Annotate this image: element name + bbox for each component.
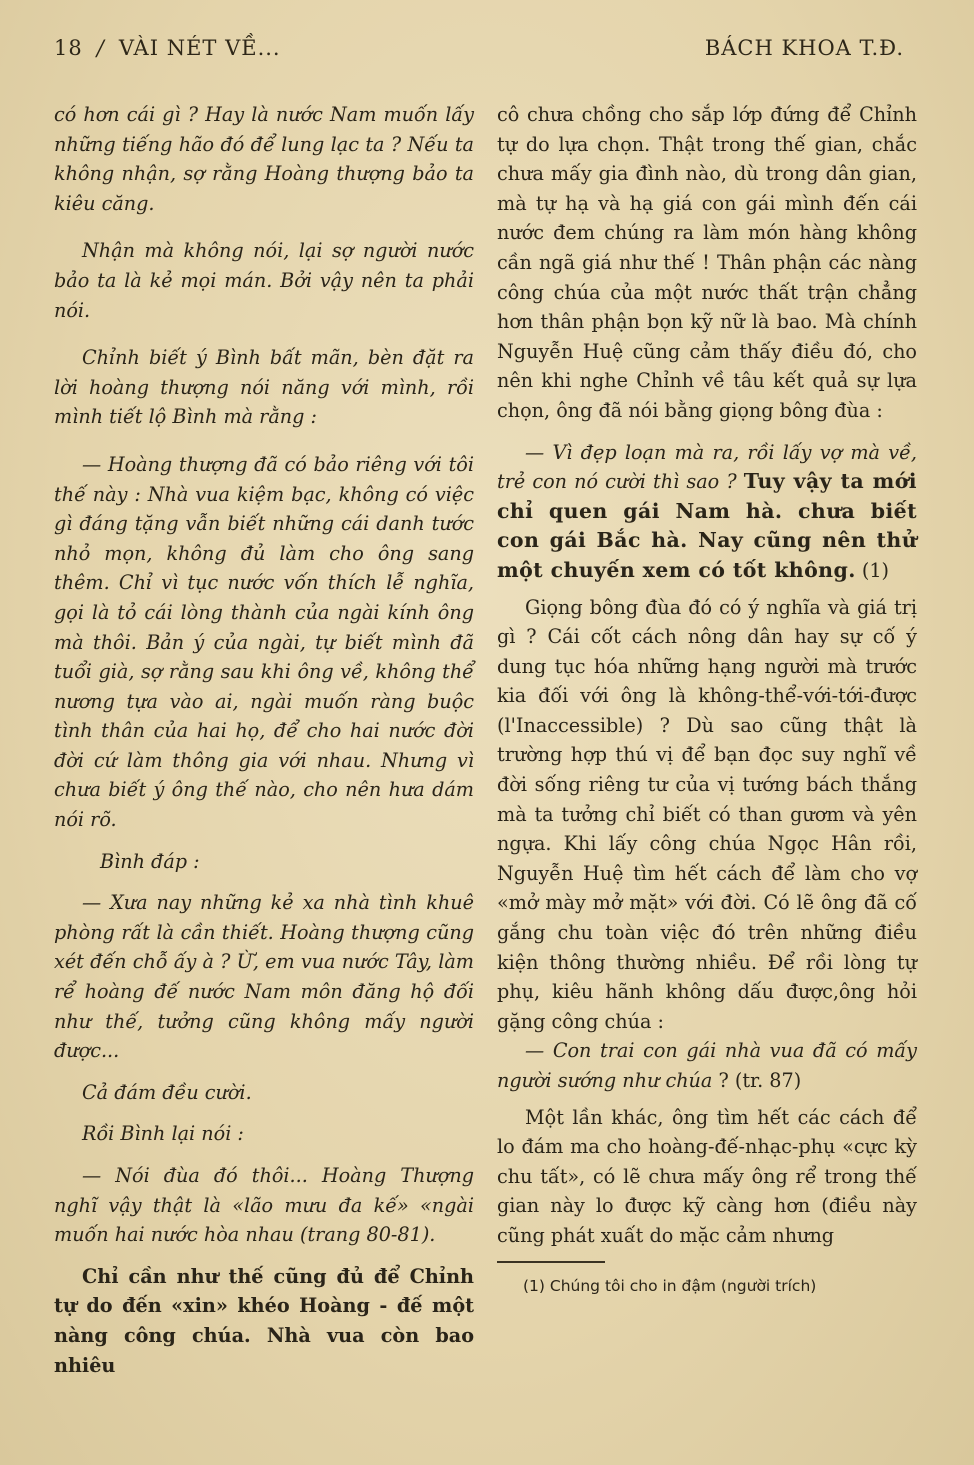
footnote-divider bbox=[497, 1261, 605, 1263]
paragraph: Chỉ cần như thế cũng đủ để Chỉnh tự do đến «xin» khéo Hoàng - đế một nàng công chúa. Nhà vua còn bao nhiêu bbox=[54, 1264, 474, 1377]
page-number: 18 bbox=[54, 36, 83, 60]
section-title: VÀI NÉT VỀ... bbox=[118, 36, 281, 60]
paragraph: Nhận mà không nói, lại sợ người nước bảo ta là kẻ mọi mán. Bởi vậy nên ta phải nói. bbox=[54, 239, 474, 322]
footnote-marker: (1) bbox=[861, 558, 890, 582]
quote-italic: — Vì đẹp loạn mà ra, rồi lấy vợ mà về, trẻ con nó cười thì sao ? bbox=[497, 440, 917, 494]
publication-name: BÁCH KHOA T.Đ. bbox=[704, 36, 904, 60]
quote-italic: — Con trai con gái nhà vua đã có mấy người sướng như chúa bbox=[497, 1039, 917, 1092]
paragraph: Rồi Bình lại nói : bbox=[82, 1122, 244, 1146]
page-reference: ? (tr. 87) bbox=[718, 1069, 802, 1092]
dialogue-paragraph: — Hoàng thượng đã có bảo riêng với tôi thế này : Nhà vua kiệm bạc, không có việc gì đáng tặng vẫn biết những cái danh tước nhỏ mọn, không đủ làm cho ông sang thêm. Chỉ vì tục nước vốn thích lễ nghĩa, gọi là tỏ cái lòng thành của ngài kính ông mà thôi. Bản ý của ngài, tự biết mình đã tuổi già, sợ rằng sau khi ông về, không thể nương tựa vào ai, ngài muốn ràng buộc tình thân của hai họ, để cho hai nước đời đời cứ làm thông gia với nhau. Nhưng vì chưa biết ý ông thế nào, cho nên hưa dám nói rõ. bbox=[54, 452, 474, 832]
page-header bbox=[54, 36, 904, 70]
header-separator: / bbox=[96, 36, 105, 60]
right-column bbox=[497, 100, 917, 1297]
paragraph: Một lần khác, ông tìm hết các cách để lo đám ma cho hoàng-đế-nhạc-phụ «cực kỳ chu tất», có lẽ chưa mấy ông rể trong thế gian này lo được kỹ càng hơn (điều này cũng phát xuất do mặc cảm nhưng bbox=[497, 1105, 917, 1247]
quote-bold: Tuy vậy ta mới chỉ quen gái Nam hà. chưa biết con gái Bắc hà. Nay cũng nên thử một chuyến xem có tốt không. bbox=[497, 469, 917, 582]
paragraph: Cả đám đều cười. bbox=[82, 1080, 252, 1104]
dialogue-paragraph: — Nói đùa đó thôi... Hoàng Thượng nghĩ vậy thật là «lão mưu đa kế» «ngài muốn hai nước hòa nhau (trang 80-81). bbox=[54, 1164, 474, 1247]
quote-paragraph bbox=[497, 1036, 917, 1095]
header-left bbox=[54, 36, 281, 60]
paragraph: cô chưa chồng cho sắp lớp đứng để Chỉnh tự do lựa chọn. Thật trong thế gian, chắc chưa mấy gia đình nào, dù trong dân gian, mà tự hạ và hạ giá con gái mình đến cái nước đem chúng ra làm món hàng không cần ngã giá như thế ! Thân phận các nàng công chúa của một nước thất trận chẳng hơn thân phận bọn kỹ nữ là bao. Mà chính Nguyễn Huệ cũng cảm thấy điều đó, cho nên khi nghe Chỉnh về tâu kết quả sự lựa chọn, ông đã nói bằng giọng bông đùa : bbox=[497, 103, 917, 422]
paragraph: có hơn cái gì ? Hay là nước Nam muốn lấy những tiếng hão đó để lung lạc ta ? Nếu ta không nhận, sợ rằng Hoàng thượng bảo ta kiêu căng. bbox=[54, 103, 474, 215]
paragraph: Bình đáp : bbox=[100, 849, 200, 873]
quote-paragraph bbox=[497, 438, 917, 586]
paragraph: Chỉnh biết ý Bình bất mãn, bèn đặt ra lời hoàng thượng nói năng với mình, rồi mình tiết lộ Bình mà rằng : bbox=[54, 346, 474, 429]
dialogue-paragraph: — Xưa nay những kẻ xa nhà tình khuê phòng rất là cần thiết. Hoàng thượng cũng xét đến chỗ ấy à ? Ừ, em vua nước Tây, làm rể hoàng đế nước Nam môn đăng hộ đối như thế, tưởng cũng không mấy người được... bbox=[54, 891, 474, 1063]
paragraph: Giọng bông đùa đó có ý nghĩa và giá trị gì ? Cái cốt cách nông dân hay sự cố ý dung tục hóa những hạng người mà trước kia đối với ông là không-thể-với-tới-được (l'Inaccessible) ? Dù sao cũng thật là trường hợp thú vị để bạn đọc suy nghĩ về đời sống riêng tư của vị tướng bách thắng mà ta tưởng chỉ biết có than gươm và yên ngựa. Khi lấy công chúa Ngọc Hân rồi, Nguyễn Huệ tìm hết cách để làm cho vợ «mở mày mở mặt» với đời. Có lẽ ông đã cố gắng chu toàn việc đó trên những điều kiện thông thường nhiều. Để rồi lòng tự phụ, kiêu hãnh không dấu được,ông hỏi gặng công chúa : bbox=[497, 595, 917, 1033]
footnote: (1) Chúng tôi cho in đậm (người trích) bbox=[523, 1276, 817, 1295]
left-column bbox=[54, 100, 474, 1380]
